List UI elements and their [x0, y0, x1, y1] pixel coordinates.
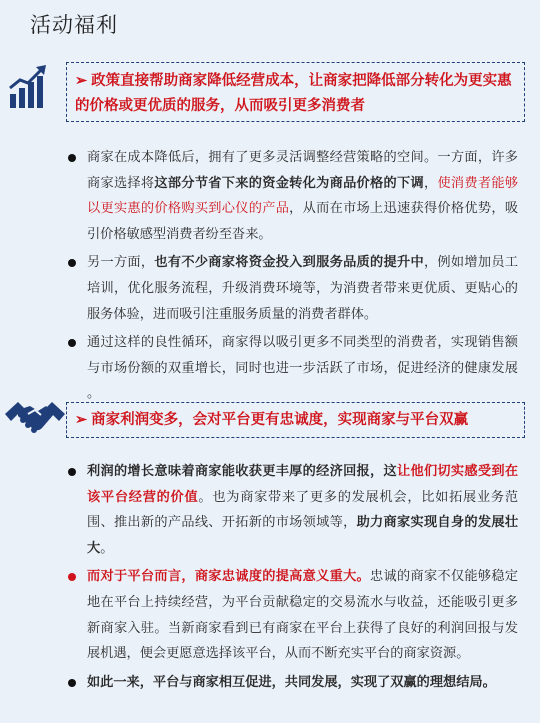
callout-policy: [66, 62, 525, 122]
bullet-text-run: 让他们切实感受到在该平台经营的价值: [87, 464, 519, 505]
bullet-text-run: 。也为商家带来了更多的发展机会，比如拓展业务范围、推出新的产品线、开拓新的市场领域等，: [87, 489, 519, 531]
handshake-icon: [4, 394, 66, 442]
bullet-text-run: 通过这样的良性循环，商家得以吸引更多不同类型的消费者，实现销售额与市场份额的双重增长，同时也进一步活跃了市场，促进经济的健康发展 。: [87, 335, 518, 402]
bullet-text-run: 如此一来，平台与商家相互促进，共同发展，实现了双赢的理想结局。: [87, 674, 496, 690]
bullet-text-run: 使消费者能够以更实惠的价格购买到心仪的产品: [87, 175, 519, 217]
bullet-text-run: 助力商家实现自身的发展壮大: [87, 515, 519, 556]
bullet-item: [68, 564, 518, 666]
bullet-text-run: ，: [423, 175, 438, 191]
callout-win-win-text: 商家利润变多，会对平台更有忠诚度，实现商家与平台双赢: [91, 411, 469, 428]
growth-chart-icon: [8, 64, 50, 110]
bullet-text-run: 商家在成本降低后，拥有了更多灵活调整经营策略的空间。一方面，许多商家选择将: [87, 150, 518, 191]
bullet-text-run: 。: [100, 540, 114, 556]
bullet-list-section2: [68, 459, 518, 698]
page-title: 活动福利: [30, 13, 118, 37]
bullet-text-run: 利润的增长意味着商家能收获更丰厚的经济回报，这: [87, 464, 397, 479]
callout-policy-text: 政策直接帮助商家降低经营成本，让商家把降低部分转化为更实惠的价格或更优质的服务，从而吸引更多消费者: [75, 72, 512, 114]
bullet-text-run: 忠诚的商家不仅能够稳定地在平台上持续经营，为平台贡献稳定的交易流水与收益，还能吸引更多新商家入驻。当新商家看到已有商家在平台上获得了良好的利润回报与发展机遇，便会更愿意选择该平台，从而不断充实平台的商家资源。: [87, 569, 519, 662]
bullet-item: [68, 250, 518, 327]
arrow-bullet-icon: ➢: [75, 72, 88, 89]
bullet-item: [68, 330, 518, 407]
bullet-text-run: 而对于平台而言，商家忠诚度的提高意义重大。: [87, 569, 371, 585]
bullet-text-run: ，从而在市场上迅速获得价格优势，吸引价格敏感型消费者纷至沓来。: [87, 201, 519, 242]
bullet-dot-icon: [68, 679, 76, 687]
bullet-dot-icon: [68, 468, 76, 476]
bullet-text-run: 也有不少商家将资金投入到服务品质的提升中: [154, 255, 424, 271]
callout-win-win: [66, 402, 525, 438]
bullet-text-run: 这部分节省下来的资金转化为商品价格的下调: [154, 175, 424, 191]
bullet-dot-icon: [68, 573, 76, 581]
bullet-item: [68, 145, 518, 247]
arrow-bullet-icon: ➢: [75, 411, 88, 428]
bullet-dot-icon: [68, 259, 76, 267]
bullet-list-section1: [68, 145, 518, 410]
bullet-dot-icon: [68, 339, 76, 347]
bullet-item: [68, 459, 518, 561]
bullet-item: [68, 670, 518, 696]
bullet-text-run: 另一方面，: [87, 255, 155, 271]
bullet-dot-icon: [68, 154, 76, 162]
bullet-text-run: ，例如增加员工培训，优化服务流程，升级消费环境等，为消费者带来更优质、更贴心的服务体验，进而吸引注重服务质量的消费者群体。: [87, 255, 519, 322]
